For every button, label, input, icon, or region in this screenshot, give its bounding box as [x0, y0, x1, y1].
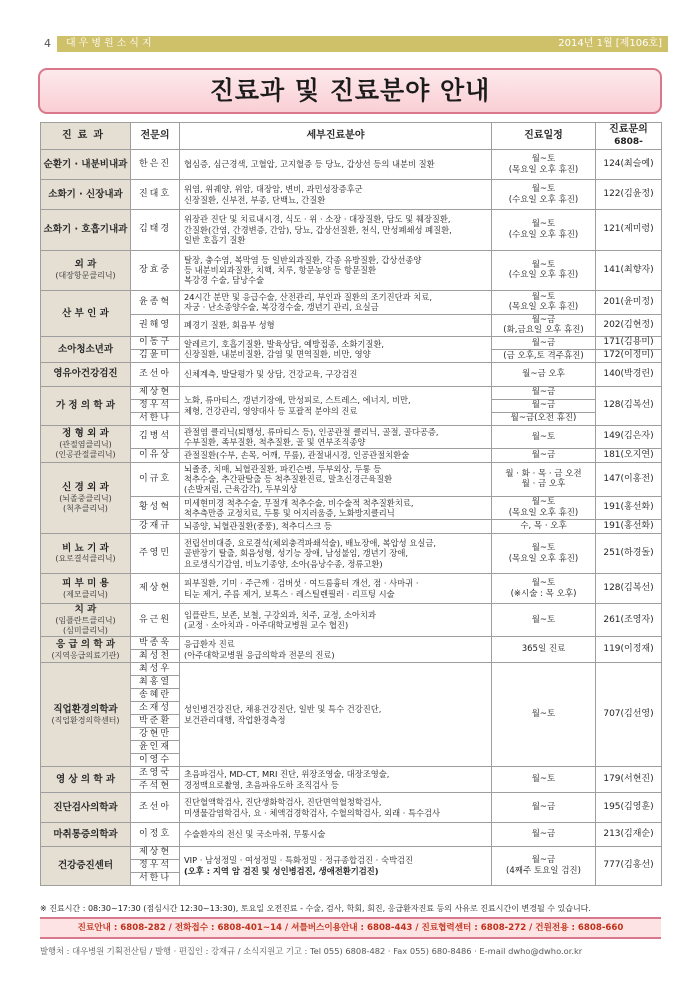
schedule-line: (수요일 오후 휴진): [508, 270, 579, 281]
schedule-cell: [492, 314, 596, 336]
schedule-cell: [492, 793, 596, 823]
schedule-line: 월~토: [531, 497, 556, 508]
schedule-line: (수요일 오후 휴진): [508, 229, 579, 240]
department-subtitle: (지역응급의료기관): [51, 650, 120, 660]
department-cell: [41, 210, 131, 251]
department-subtitle: (직업환경의학센터): [51, 715, 120, 725]
doctor-name: 서한나: [131, 872, 180, 885]
department-subtitle: (요로결석클리닉): [55, 554, 116, 564]
detail-line: 피부질환, 기미 · 주근깨 · 검버섯 · 여드름흉터 개선, 점 · 사마귀 ·: [184, 578, 419, 589]
doctor-name: 이유상: [131, 449, 180, 462]
phone-extension: 213(김재순): [596, 823, 662, 847]
schedule-line: 월~토: [531, 259, 556, 270]
phone-extension: 172(이정미): [596, 349, 662, 362]
phone-extension: 181(오지연): [596, 449, 662, 462]
detail-line: 임플란트, 보존, 보철, 구강외과, 치주, 교정, 소아치과: [184, 609, 376, 620]
schedule-cell: [492, 349, 596, 362]
schedule-line: 월~금: [531, 337, 556, 348]
detail-line: 일반 호흡기 질환: [184, 234, 246, 245]
detail-cell: [180, 846, 492, 885]
schedule-cell: [492, 210, 596, 251]
table-row: [41, 291, 662, 315]
department-cell: [41, 462, 131, 533]
department-table: [40, 122, 662, 886]
department-name: 건강증진센터: [57, 859, 114, 871]
table-row: [41, 386, 662, 399]
department-cell: [41, 637, 131, 663]
phone-extension: 124(최슬예): [596, 150, 662, 180]
phone-extension: 179(서현진): [596, 767, 662, 793]
department-cell: [41, 604, 131, 637]
department-name: 응 급 의 학 과: [55, 638, 116, 650]
doctor-name: 한은진: [131, 150, 180, 180]
table-row: [41, 449, 662, 462]
detail-cell: [180, 291, 492, 315]
detail-line: (손발저림, 근육감각), 두부외상: [184, 484, 298, 495]
phone-extension: 128(김복선): [596, 386, 662, 425]
detail-line: 위장관 진단 및 치료내시경, 식도 · 위 · 소장 · 대장질환, 담도 및 췌장질환,: [184, 214, 451, 225]
schedule-cell: [492, 462, 596, 496]
detail-cell: [180, 150, 492, 180]
detail-cell: [180, 604, 492, 637]
detail-cell: [180, 386, 492, 425]
detail-cell: [180, 767, 492, 793]
schedule-cell: [492, 425, 596, 449]
detail-cell: [180, 520, 492, 533]
detail-line: VIP · 남성정밀 · 여성정밀 · 특화정밀 · 정규종합검진 · 숙박검진: [184, 855, 414, 866]
detail-line: 관절질환(수부, 손목, 어깨, 무릎), 관절내시경, 인공관절치환술: [184, 450, 410, 461]
column-header-tel-title: 진료문의: [609, 124, 648, 136]
publisher-footer: 발행처 : 대우병원 기획전산팀 / 발행 · 편집인 : 강재규 / 소식지원고 기고 : Tel 055) 6808-482 · Fax 055) 680-8486 · E-mail dwho@dwho.or.kr: [40, 946, 583, 956]
schedule-cell: [492, 823, 596, 847]
table-row: [41, 767, 662, 780]
detail-line: (교정 · 소아치과 - 아주대학교병원 교수 협진): [184, 620, 349, 631]
schedule-line: 월 · 금 오후: [521, 479, 566, 490]
detail-line: 탈장, 충수염, 복막염 등 일반외과질환, 각종 유방질환, 갑상선종양: [184, 254, 422, 265]
detail-cell: [180, 823, 492, 847]
page-title-box: [38, 68, 662, 114]
schedule-line: 월~금: [531, 387, 556, 398]
detail-line: 신장질환, 신부전, 부종, 단백뇨, 간질환: [184, 194, 326, 205]
doctor-name: 박준환: [131, 715, 180, 728]
schedule-line: (목요일 오후 휴진): [508, 553, 579, 564]
schedule-cell: [492, 150, 596, 180]
department-name: 외 과: [74, 259, 97, 271]
department-name: 직업환경의학과: [53, 703, 118, 715]
table-row: [41, 425, 662, 449]
detail-cell: [180, 533, 492, 574]
schedule-line: (수요일 오후 휴진): [508, 194, 579, 205]
detail-line: 수부질환, 족부질환, 척추질환, 골 및 연부조직종양: [184, 436, 366, 447]
detail-line: 24시간 분만 및 응급수술, 산전관리, 부인과 질환의 조기진단과 치료,: [184, 292, 432, 302]
doctor-name: 김병석: [131, 425, 180, 449]
detail-line: 경정맥요로촬영, 초음파유도하 조직검사 등: [184, 779, 339, 790]
table-row: [41, 637, 662, 650]
schedule-cell: [492, 250, 596, 291]
department-cell: [41, 425, 131, 462]
detail-line: 체형, 건강관리, 영양대사 등 포괄적 분야의 진료: [184, 405, 358, 416]
table-row: [41, 314, 662, 336]
column-header-tel: [596, 123, 662, 150]
detail-line: 폐경기 질환, 회음부 성형: [184, 320, 275, 331]
detail-line: 협심증, 심근경색, 고혈압, 고지혈증 등 당뇨, 갑상선 등의 내분비 질환: [184, 159, 435, 170]
department-name: 피 부 미 용: [62, 577, 109, 589]
table-row: [41, 250, 662, 291]
schedule-cell: [492, 520, 596, 533]
phone-extension: 201(윤미정): [596, 291, 662, 315]
doctor-name: 진대호: [131, 180, 180, 210]
phone-extension: 140(박경린): [596, 362, 662, 386]
detail-line: 전립선비대증, 요로결석(체외충격파쇄석술), 배뇨장애, 복압성 요실금,: [184, 538, 436, 548]
department-subtitle: (척추클리닉): [63, 503, 108, 513]
detail-line: (아주대학교병원 응급의학과 전문의 진료): [184, 649, 335, 660]
detail-cell: [180, 314, 492, 336]
column-header-doctor: 전문의: [131, 123, 180, 150]
detail-line: 간질환(간염, 간경변증, 간암), 당뇨, 갑상선질환, 천식, 만성폐쇄성 폐질환,: [184, 224, 452, 235]
schedule-line: 월~금: [531, 829, 556, 840]
table-row: [41, 846, 662, 859]
doctor-name: 조선아: [131, 793, 180, 823]
schedule-line: 월 · 화 · 목 · 금 오전: [505, 468, 582, 479]
schedule-line: (※시술 : 목 오후): [510, 588, 577, 599]
phone-extension: 121(제미령): [596, 210, 662, 251]
doctor-name: 이동구: [131, 336, 180, 349]
doctor-name: 최성천: [131, 650, 180, 663]
department-subtitle: (임플란트클리닉): [55, 616, 116, 626]
detail-line: 신체계측, 발달평가 및 상담, 건강교육, 구강검진: [184, 369, 358, 380]
phone-extension: 149(김은자): [596, 425, 662, 449]
detail-cell: [180, 637, 492, 663]
detail-line: 자궁 · 난소종양수술, 복강경수술, 갱년기 관리, 요실금: [184, 302, 379, 313]
schedule-line: 월~토: [531, 431, 556, 442]
table-row: [41, 496, 662, 520]
table-row: [41, 663, 662, 676]
schedule-cell: [492, 336, 596, 349]
phone-extension: 119(이정재): [596, 637, 662, 663]
clinic-hours-notice: ※ 진료시간 : 08:30~17:30 (점심시간 12:30~13:30), 토요일 오전진료 - 수술, 검사, 학회, 회진, 응급환자진료 등의 사유로 진료시간이 변경될 수 있습니다.: [40, 904, 591, 913]
detail-line: 골반장기 탈출, 회음성형, 성기능 장애, 남성불임, 갱년기 장애,: [184, 548, 409, 559]
phone-extension: 195(김영훈): [596, 793, 662, 823]
phone-extension: 191(홍선화): [596, 520, 662, 533]
department-name: 산 부 인 과: [62, 307, 109, 319]
doctor-name: 황성혁: [131, 496, 180, 520]
doctor-name: 소재성: [131, 702, 180, 715]
publication-name: 대우병원소식지: [66, 38, 155, 49]
table-row: [41, 462, 662, 496]
schedule-line: 월~금: [531, 314, 556, 325]
detail-line: 미생물감염학검사, 요 · 체액검경학검사, 수혈의학검사, 외래 · 특수검사: [184, 807, 441, 818]
doctor-name: 조영국: [131, 767, 180, 780]
doctor-name: 김윤미: [131, 349, 180, 362]
department-cell: [41, 291, 131, 337]
schedule-cell: [492, 533, 596, 574]
doctor-name: 윤인재: [131, 741, 180, 754]
detail-line-emphasis: (오후 : 지역 암 검진 및 성인병검진, 생애전환기검진): [184, 865, 379, 876]
detail-cell: [180, 574, 492, 604]
column-header-detail: 세부진료분야: [180, 123, 492, 150]
department-subtitle: (관절염클리닉): [59, 439, 112, 449]
detail-line: 뇌종양, 뇌혈관질환(중풍), 척추디스크 등: [184, 521, 332, 532]
detail-line: 요로생식기감염, 비뇨기종양, 소아(음낭수종, 정류고환): [184, 558, 383, 569]
doctor-name: 강현만: [131, 728, 180, 741]
department-subtitle: (뇌졸중클리닉): [59, 493, 112, 503]
schedule-line: (목요일 오후 휴진): [508, 164, 579, 175]
schedule-line: 월~금: [531, 855, 556, 866]
schedule-line: 월~토: [531, 774, 556, 785]
detail-line: 신장질환, 내분비질환, 감염 및 면역질환, 비만, 영양: [184, 349, 371, 360]
schedule-cell: [492, 180, 596, 210]
doctor-name: 윤종혁: [131, 291, 180, 315]
phone-extension: 191(홍선화): [596, 496, 662, 520]
table-row: [41, 574, 662, 604]
schedule-line: 월~금: [531, 450, 556, 461]
detail-cell: [180, 336, 492, 362]
schedule-cell: [492, 386, 596, 399]
schedule-line: 월~금: [531, 802, 556, 813]
department-name: 가 정 의 학 과: [55, 399, 116, 411]
schedule-line: 월~토: [531, 219, 556, 230]
detail-line: 척추수술, 추간판탈출 등 척추질환진료, 말초신경근육질환: [184, 474, 393, 484]
department-name: 치 과: [74, 604, 97, 616]
doctor-name: 강재규: [131, 520, 180, 533]
detail-line: 진단혈액학검사, 진단생화학검사, 진단면역혈청학검사,: [184, 797, 382, 808]
schedule-line: 월~토: [531, 291, 556, 302]
detail-line: 티눈 제거, 주름 제거, 보톡스 · 레스틸렌필러 · 리프팅 시술: [184, 588, 395, 599]
table-row: [41, 362, 662, 386]
department-name: 비 뇨 기 과: [62, 542, 109, 554]
department-name: 진단검사의학과: [53, 801, 118, 813]
table-row: [41, 793, 662, 823]
phone-extension: 202(김현정): [596, 314, 662, 336]
doctor-name: 최성우: [131, 663, 180, 676]
schedule-line: 월~금: [531, 400, 556, 411]
department-subtitle: (심미클리닉): [63, 626, 108, 636]
phone-extension: 171(김용미): [596, 336, 662, 349]
doctor-name: 송혜란: [131, 689, 180, 702]
detail-cell: [180, 362, 492, 386]
table-row: [41, 520, 662, 533]
doctor-name: 이규호: [131, 462, 180, 496]
schedule-cell: [492, 767, 596, 793]
doctor-name: 장효중: [131, 250, 180, 291]
column-header-dept: 진료과: [41, 123, 131, 150]
schedule-line: 월~토: [531, 153, 556, 164]
department-cell: [41, 663, 131, 767]
table-row: [41, 336, 662, 349]
department-cell: [41, 336, 131, 362]
phone-extension: 251(하경돌): [596, 533, 662, 574]
detail-cell: [180, 210, 492, 251]
department-cell: [41, 574, 131, 604]
table-row: [41, 604, 662, 637]
detail-cell: [180, 462, 492, 496]
table-row: [41, 823, 662, 847]
department-name: 소화기 · 신장내과: [48, 188, 123, 200]
phone-extension: 707(김선영): [596, 663, 662, 767]
department-name: 신 경 외 과: [62, 481, 109, 493]
department-subtitle: (제모클리닉): [63, 589, 108, 599]
department-cell: [41, 823, 131, 847]
schedule-cell: [492, 604, 596, 637]
phone-extension: 122(김윤정): [596, 180, 662, 210]
table-row: [41, 150, 662, 180]
department-cell: [41, 767, 131, 793]
schedule-line: 월~토: [531, 183, 556, 194]
schedule-line: (목요일 오후 휴진): [508, 302, 579, 313]
detail-cell: [180, 793, 492, 823]
detail-line: 보건관리대행, 작업환경측정: [184, 714, 286, 725]
schedule-line: 월~금 오후: [522, 368, 565, 379]
department-cell: [41, 250, 131, 291]
department-cell: [41, 386, 131, 425]
doctor-name: 이정호: [131, 823, 180, 847]
doctor-name: 최홍열: [131, 676, 180, 689]
department-subtitle: (대장항문클리닉): [55, 271, 116, 281]
schedule-line: 월~토: [531, 578, 556, 589]
department-cell: [41, 533, 131, 574]
phone-extension: 128(김복선): [596, 574, 662, 604]
department-cell: [41, 793, 131, 823]
schedule-line: (화,금요일 오후 휴진): [503, 325, 584, 336]
doctor-name: 제상현: [131, 846, 180, 859]
table-body: [41, 150, 662, 886]
doctor-name: 제상현: [131, 386, 180, 399]
page-number: 4: [38, 36, 57, 52]
detail-cell: [180, 425, 492, 449]
detail-line: 미세현미경 척추수술, 무절개 척추수술, 비수술적 척추질환치료,: [184, 497, 414, 508]
department-name: 소아청소년과: [57, 343, 114, 355]
department-cell: [41, 150, 131, 180]
schedule-cell: [492, 412, 596, 425]
department-name: 마취통증의학과: [53, 828, 118, 840]
doctor-name: 주영민: [131, 533, 180, 574]
schedule-cell: [492, 291, 596, 315]
schedule-line: (금 오후,토 격주휴진): [503, 350, 584, 361]
schedule-line: 월~토: [531, 542, 556, 553]
schedule-line: 월~금(오전 휴진): [510, 413, 577, 424]
table-row: [41, 533, 662, 574]
doctor-name: 정우석: [131, 399, 180, 412]
page-title: 진료과 및 진료분야 안내: [209, 76, 491, 105]
detail-cell: [180, 496, 492, 520]
schedule-line: (4째주 토요일 검진): [506, 865, 581, 876]
schedule-cell: [492, 362, 596, 386]
detail-cell: [180, 180, 492, 210]
detail-line: 등 내분비외과질환, 치핵, 치루, 항문농양 등 항문질환: [184, 265, 377, 276]
doctor-name: 권해영: [131, 314, 180, 336]
table-header-row: [41, 123, 662, 150]
schedule-line: 수, 목 · 오후: [520, 521, 567, 532]
header-bar: [38, 36, 668, 52]
detail-line: 관절염 클리닉(퇴행성, 류마티스 등), 인공관절 클리닉, 골절, 골다공증,: [184, 426, 439, 437]
department-cell: [41, 180, 131, 210]
detail-line: 복강경 수술, 담낭수술: [184, 275, 265, 286]
phone-extension: 147(이홍전): [596, 462, 662, 496]
detail-cell: [180, 250, 492, 291]
department-name: 순환기 · 내분비내과: [43, 158, 128, 170]
department-name: 영유아건강검진: [53, 368, 118, 380]
detail-cell: [180, 449, 492, 462]
department-name: 소화기 · 호흡기내과: [43, 223, 128, 235]
doctor-name: 김태경: [131, 210, 180, 251]
doctor-name: 정우석: [131, 859, 180, 872]
detail-line: 척추측만증 교정치료, 두통 및 어지러움증, 노화방지클리닉: [184, 508, 395, 519]
detail-line: 알레르기, 호흡기질환, 발육상담, 예방접종, 소화기질환,: [184, 339, 385, 350]
schedule-line: (목요일 오후 휴진): [508, 508, 579, 519]
doctor-name: 주석현: [131, 780, 180, 793]
schedule-cell: [492, 663, 596, 767]
table-row: [41, 210, 662, 251]
doctor-name: 조선아: [131, 362, 180, 386]
doctor-name: 이영수: [131, 754, 180, 767]
contact-info-bar: 진료안내 : 6808-282 / 전화접수 : 6808-401~14 / 셔틀버스이용안내 : 6808-443 / 진료협력센터 : 6808-272 / 건원전용 : 6808-660: [40, 917, 661, 939]
detail-line: 위염, 위궤양, 위암, 대장암, 변비, 과민성장증후군: [184, 184, 363, 195]
schedule-line: 월~토: [531, 709, 556, 720]
phone-extension: 261(조영자): [596, 604, 662, 637]
schedule-cell: [492, 574, 596, 604]
department-subtitle: (인공관절클리닉): [55, 449, 116, 459]
phone-extension: 141(최향자): [596, 250, 662, 291]
department-name: 정 형 외 과: [62, 427, 109, 439]
column-header-schedule: 진료일정: [492, 123, 596, 150]
issue-info: 2014년 1월 [제106호]: [558, 38, 662, 49]
detail-line: 노화, 류마티스, 갱년기장애, 만성피로, 스트레스, 에너지, 비만,: [184, 395, 411, 406]
doctor-name: 서한나: [131, 412, 180, 425]
schedule-cell: [492, 496, 596, 520]
column-header-tel-sub: 6808-: [614, 136, 643, 147]
doctor-name: 박종욱: [131, 637, 180, 650]
detail-cell: [180, 663, 492, 767]
detail-line: 초음파검사, MD-CT, MRI 진단, 위장조영술, 대장조영술,: [184, 769, 390, 780]
schedule-cell: [492, 637, 596, 663]
schedule-cell: [492, 399, 596, 412]
schedule-cell: [492, 449, 596, 462]
department-cell: [41, 362, 131, 386]
table-row: [41, 180, 662, 210]
detail-line: 수술환자의 전신 및 국소마취, 무통시술: [184, 829, 326, 840]
schedule-cell: [492, 846, 596, 885]
doctor-name: 유근원: [131, 604, 180, 637]
detail-line: 성인병건강진단, 채용건강진단, 일반 및 특수 건강진단,: [184, 704, 382, 715]
detail-line: 응급환자 진료: [184, 639, 235, 650]
phone-extension: 777(김홍선): [596, 846, 662, 885]
doctor-name: 제상현: [131, 574, 180, 604]
schedule-line: 월~토: [531, 614, 556, 625]
department-name: 영 상 의 학 과: [55, 773, 116, 785]
schedule-line: 365일 진료: [521, 644, 566, 655]
detail-line: 뇌졸중, 치매, 뇌혈관질환, 파킨슨병, 두부외상, 두통 등: [184, 463, 382, 474]
department-cell: [41, 846, 131, 885]
